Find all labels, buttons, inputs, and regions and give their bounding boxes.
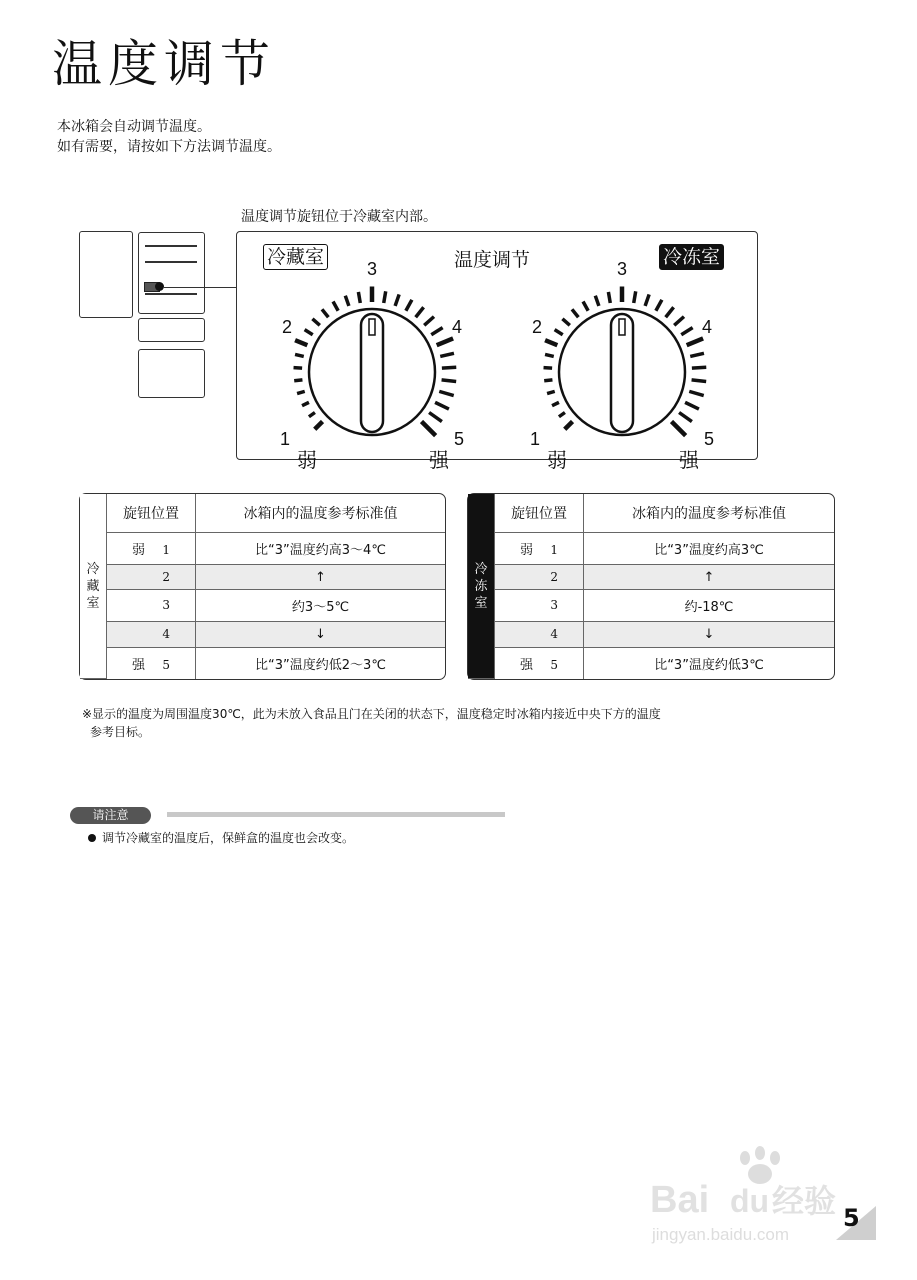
footnote bbox=[82, 705, 802, 741]
notice-item: 调节冷藏室的温度后，保鲜盒的温度也会改变。 bbox=[88, 829, 354, 846]
dial-tick bbox=[442, 367, 456, 368]
dial-tick bbox=[406, 300, 412, 311]
dial-tick bbox=[583, 302, 588, 311]
table-row: 强 5 比“3”温度约低2～3℃ bbox=[80, 647, 445, 678]
col-header-reference: 冰箱内的温度参考标准值 bbox=[584, 494, 835, 533]
dial-tick bbox=[666, 307, 674, 317]
dial-tick bbox=[309, 413, 315, 417]
dial-tick bbox=[384, 291, 386, 303]
freezer-dial[interactable] bbox=[530, 259, 714, 472]
table-row: 2 ↑ bbox=[80, 564, 445, 590]
dial-number: 5 bbox=[703, 429, 715, 449]
weak-label: 弱 bbox=[547, 448, 567, 472]
col-header-position: 旋钮位置 bbox=[107, 494, 196, 533]
dial-tick bbox=[685, 402, 699, 409]
strong-label: 强 bbox=[679, 448, 699, 472]
fridge-side-label: 冷 藏 室 bbox=[80, 494, 107, 679]
dial-tick bbox=[322, 309, 328, 317]
dial-tick bbox=[297, 391, 305, 393]
dial-tick bbox=[315, 421, 323, 429]
dial-tick bbox=[692, 367, 706, 368]
dial-tick bbox=[545, 354, 554, 356]
svg-text:Bai: Bai bbox=[650, 1179, 710, 1221]
dial-tick bbox=[545, 340, 557, 345]
dial-tick bbox=[656, 300, 662, 311]
fridge-table bbox=[79, 493, 446, 680]
dial-tick bbox=[572, 309, 578, 317]
svg-text:经验: 经验 bbox=[772, 1182, 837, 1220]
dial-tick bbox=[429, 413, 442, 422]
fridge-drawer bbox=[138, 318, 205, 342]
dial-tick bbox=[424, 317, 434, 326]
table-row: 3 约-18℃ bbox=[468, 590, 834, 622]
dial-number: 1 bbox=[529, 429, 541, 449]
freezer-side-label: 冷 冻 室 bbox=[468, 494, 495, 679]
dial-tick bbox=[294, 380, 302, 381]
dial-number: 3 bbox=[366, 259, 378, 279]
table-row: 4 ↓ bbox=[80, 622, 445, 648]
dial-tick bbox=[559, 413, 565, 417]
col-header-reference: 冰箱内的温度参考标准值 bbox=[196, 494, 446, 533]
dial-indicator bbox=[369, 319, 375, 335]
bullet-icon bbox=[88, 834, 96, 842]
dial-tick bbox=[687, 338, 703, 345]
table-row: 弱 1 比“3”温度约高3～4℃ bbox=[80, 533, 445, 565]
dial-tick bbox=[645, 294, 649, 305]
svg-text:du: du bbox=[730, 1183, 770, 1219]
dial-tick bbox=[312, 319, 319, 326]
page-title: 温度调节 bbox=[52, 35, 276, 93]
shelf-line bbox=[145, 293, 197, 295]
fridge-door bbox=[79, 231, 133, 318]
dial-indicator bbox=[619, 319, 625, 335]
dial-tick bbox=[544, 380, 552, 381]
dial-tick bbox=[416, 307, 424, 317]
dial-tick bbox=[395, 294, 399, 305]
table-row: 2 ↑ bbox=[468, 564, 834, 590]
dial-tick bbox=[295, 354, 304, 356]
table-row: 强 5 比“3”温度约低3℃ bbox=[468, 647, 834, 678]
weak-label: 弱 bbox=[297, 448, 317, 472]
dials-svg bbox=[236, 231, 756, 472]
freezer-drawer bbox=[138, 349, 205, 398]
dial-tick bbox=[690, 353, 704, 356]
dial-tick bbox=[333, 302, 338, 311]
dial-tick bbox=[595, 296, 599, 306]
dial-number: 4 bbox=[701, 317, 713, 337]
panel-title: 温度调节 bbox=[454, 249, 531, 271]
dial-number: 2 bbox=[531, 317, 543, 337]
dial-tick bbox=[442, 380, 457, 382]
dial-tick bbox=[634, 291, 636, 303]
baidu-jingyan-watermark bbox=[650, 1140, 865, 1250]
page-number: 5 bbox=[843, 1204, 860, 1232]
dial-tick bbox=[305, 330, 313, 335]
dial-number: 3 bbox=[616, 259, 628, 279]
dial-tick bbox=[555, 330, 563, 335]
dial-tick bbox=[439, 391, 453, 395]
dial-tick bbox=[679, 413, 692, 422]
dial-number: 4 bbox=[451, 317, 463, 337]
fridge-tag: 冷藏室 bbox=[263, 244, 328, 270]
table-row: 3 约3～5℃ bbox=[80, 590, 445, 622]
knob-dot bbox=[155, 282, 164, 291]
notice-divider bbox=[167, 812, 505, 817]
dial-tick bbox=[608, 292, 610, 303]
footnote-line: 参考目标。 bbox=[90, 725, 151, 739]
dial-tick bbox=[547, 391, 555, 393]
dial-tick bbox=[431, 328, 442, 335]
table-row: 4 ↓ bbox=[468, 622, 834, 648]
dial-tick bbox=[565, 421, 573, 429]
dial-tick bbox=[440, 353, 454, 356]
intro-line: 如有需要，请按如下方法调节温度。 bbox=[57, 139, 281, 155]
dial-tick bbox=[562, 319, 569, 326]
dial-tick bbox=[302, 402, 309, 405]
dial-tick bbox=[674, 317, 684, 326]
dial-tick bbox=[692, 380, 707, 382]
fridge-compartment bbox=[138, 232, 205, 314]
dial-tick bbox=[671, 421, 685, 435]
dial-tick bbox=[345, 296, 349, 306]
dial-number: 5 bbox=[453, 429, 465, 449]
pointer-line bbox=[164, 287, 236, 288]
intro-line: 本冰箱会自动调节温度。 bbox=[57, 119, 211, 135]
notice-label: 请注意 bbox=[70, 807, 151, 824]
dial-tick bbox=[552, 402, 559, 405]
dial-tick bbox=[295, 340, 307, 345]
dial-tick bbox=[437, 338, 453, 345]
strong-label: 强 bbox=[429, 448, 449, 472]
footnote-line: ※显示的温度为周围温度30℃，此为未放入食品且门在关闭的状态下，温度稳定时冰箱内接近中央下方的温度 bbox=[82, 707, 661, 721]
freezer-table bbox=[467, 493, 835, 680]
dial-tick bbox=[421, 421, 435, 435]
col-header-position: 旋钮位置 bbox=[495, 494, 584, 533]
freezer-tag: 冷冻室 bbox=[659, 244, 724, 270]
dial-tick bbox=[435, 402, 449, 409]
dial-number: 2 bbox=[281, 317, 293, 337]
dial-tick bbox=[681, 328, 692, 335]
dial-tick bbox=[689, 391, 703, 395]
svg-text:jingyan.baidu.com: jingyan.baidu.com bbox=[652, 1225, 790, 1244]
dial-tick bbox=[358, 292, 360, 303]
intro-text bbox=[57, 117, 281, 157]
dial-number: 1 bbox=[279, 429, 291, 449]
table-row: 弱 1 比“3”温度约高3℃ bbox=[468, 533, 834, 565]
knob-location-note: 温度调节旋钮位于冷藏室内部。 bbox=[241, 209, 437, 225]
fridge-dial[interactable] bbox=[280, 259, 464, 472]
shelf-line bbox=[145, 245, 197, 247]
shelf-line bbox=[145, 261, 197, 263]
